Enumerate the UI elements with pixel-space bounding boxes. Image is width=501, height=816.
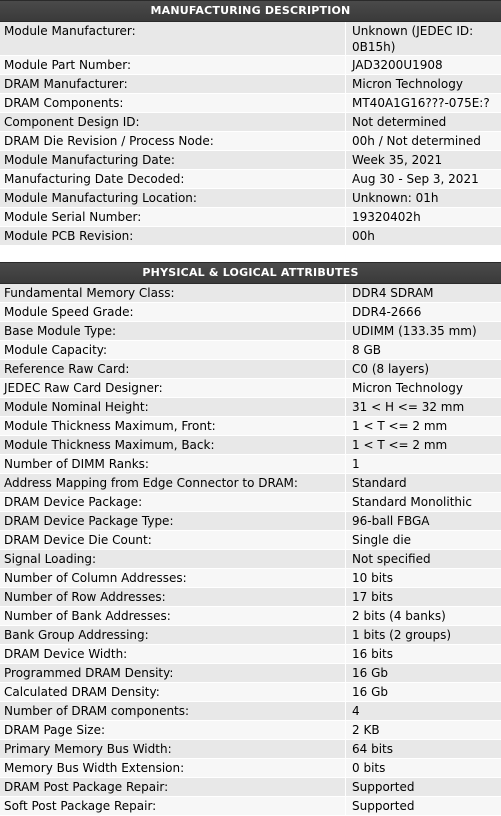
table-row bbox=[0, 474, 501, 493]
table-row bbox=[0, 303, 501, 322]
row-label: Module Nominal Height: bbox=[0, 398, 346, 417]
row-value: 4 bbox=[346, 702, 501, 721]
row-label: Module Capacity: bbox=[0, 341, 346, 360]
row-value: 00h / Not determined bbox=[346, 132, 501, 151]
row-value: Micron Technology bbox=[346, 75, 501, 94]
row-label: DRAM Post Package Repair: bbox=[0, 778, 346, 797]
table-row bbox=[0, 189, 501, 208]
row-label: Module Serial Number: bbox=[0, 208, 346, 227]
row-label: DRAM Page Size: bbox=[0, 721, 346, 740]
row-value: 1 < T <= 2 mm bbox=[346, 436, 501, 455]
row-value: 17 bits bbox=[346, 588, 501, 607]
row-label: Module Manufacturing Date: bbox=[0, 151, 346, 170]
row-value: 0 bits bbox=[346, 759, 501, 778]
row-value: 16 bits bbox=[346, 645, 501, 664]
table-row bbox=[0, 341, 501, 360]
row-label: Number of Bank Addresses: bbox=[0, 607, 346, 626]
row-label: DRAM Components: bbox=[0, 94, 346, 113]
table-row bbox=[0, 436, 501, 455]
row-value: 31 < H <= 32 mm bbox=[346, 398, 501, 417]
row-value: 2 KB bbox=[346, 721, 501, 740]
table-row bbox=[0, 493, 501, 512]
manufacturing-section-header: MANUFACTURING DESCRIPTION bbox=[0, 0, 501, 22]
row-value: 1 bits (2 groups) bbox=[346, 626, 501, 645]
row-value: 19320402h bbox=[346, 208, 501, 227]
row-value: 64 bits bbox=[346, 740, 501, 759]
row-label: Number of Row Addresses: bbox=[0, 588, 346, 607]
row-value: Standard Monolithic bbox=[346, 493, 501, 512]
row-label: Number of DRAM components: bbox=[0, 702, 346, 721]
row-value: MT40A1G16???-075E:? bbox=[346, 94, 501, 113]
physical-table bbox=[0, 284, 501, 816]
row-value: 96-ball FBGA bbox=[346, 512, 501, 531]
row-label: Module Thickness Maximum, Back: bbox=[0, 436, 346, 455]
section-gap bbox=[0, 246, 501, 262]
row-value: 8 GB bbox=[346, 341, 501, 360]
row-label: Manufacturing Date Decoded: bbox=[0, 170, 346, 189]
row-value: 1 < T <= 2 mm bbox=[346, 417, 501, 436]
physical-table-body bbox=[0, 284, 501, 816]
table-row bbox=[0, 379, 501, 398]
row-value: 00h bbox=[346, 227, 501, 246]
row-value: DDR4 SDRAM bbox=[346, 284, 501, 303]
manufacturing-table-body bbox=[0, 22, 501, 246]
table-row bbox=[0, 360, 501, 379]
table-row bbox=[0, 702, 501, 721]
row-label: Number of DIMM Ranks: bbox=[0, 455, 346, 474]
row-label: Memory Bus Width Extension: bbox=[0, 759, 346, 778]
table-row bbox=[0, 417, 501, 436]
table-row bbox=[0, 94, 501, 113]
table-row bbox=[0, 56, 501, 75]
row-label: JEDEC Raw Card Designer: bbox=[0, 379, 346, 398]
table-row bbox=[0, 151, 501, 170]
row-label: Module Speed Grade: bbox=[0, 303, 346, 322]
row-value: Not specified bbox=[346, 550, 501, 569]
row-value: Single die bbox=[346, 531, 501, 550]
row-label: Component Design ID: bbox=[0, 113, 346, 132]
row-label: DRAM Die Revision / Process Node: bbox=[0, 132, 346, 151]
row-value: 1 bbox=[346, 455, 501, 474]
table-row bbox=[0, 455, 501, 474]
table-row bbox=[0, 132, 501, 151]
row-label: Module Manufacturing Location: bbox=[0, 189, 346, 208]
row-label: Base Module Type: bbox=[0, 322, 346, 341]
row-value: 10 bits bbox=[346, 569, 501, 588]
table-row bbox=[0, 645, 501, 664]
table-row bbox=[0, 588, 501, 607]
row-label: DRAM Device Width: bbox=[0, 645, 346, 664]
table-row bbox=[0, 797, 501, 816]
row-label: DRAM Device Package Type: bbox=[0, 512, 346, 531]
row-value: Standard bbox=[346, 474, 501, 493]
row-label: DRAM Device Die Count: bbox=[0, 531, 346, 550]
table-row bbox=[0, 664, 501, 683]
row-value: 16 Gb bbox=[346, 664, 501, 683]
table-row bbox=[0, 284, 501, 303]
row-label: Primary Memory Bus Width: bbox=[0, 740, 346, 759]
row-value: JAD3200U1908 bbox=[346, 56, 501, 75]
row-label: DRAM Manufacturer: bbox=[0, 75, 346, 94]
row-label: Module Part Number: bbox=[0, 56, 346, 75]
row-value: UDIMM (133.35 mm) bbox=[346, 322, 501, 341]
row-value: DDR4-2666 bbox=[346, 303, 501, 322]
row-value: Supported bbox=[346, 797, 501, 816]
row-label: Programmed DRAM Density: bbox=[0, 664, 346, 683]
table-row bbox=[0, 721, 501, 740]
row-label: Module PCB Revision: bbox=[0, 227, 346, 246]
row-label: Bank Group Addressing: bbox=[0, 626, 346, 645]
table-row bbox=[0, 113, 501, 132]
row-value: Micron Technology bbox=[346, 379, 501, 398]
row-label: Fundamental Memory Class: bbox=[0, 284, 346, 303]
table-row bbox=[0, 607, 501, 626]
row-label: Number of Column Addresses: bbox=[0, 569, 346, 588]
table-row bbox=[0, 227, 501, 246]
row-label: Calculated DRAM Density: bbox=[0, 683, 346, 702]
row-value: Not determined bbox=[346, 113, 501, 132]
table-row bbox=[0, 759, 501, 778]
row-label: Module Manufacturer: bbox=[0, 22, 346, 56]
row-value: C0 (8 layers) bbox=[346, 360, 501, 379]
physical-section-header: PHYSICAL & LOGICAL ATTRIBUTES bbox=[0, 262, 501, 284]
row-label: Soft Post Package Repair: bbox=[0, 797, 346, 816]
row-label: Reference Raw Card: bbox=[0, 360, 346, 379]
table-row bbox=[0, 398, 501, 417]
table-row bbox=[0, 531, 501, 550]
table-row bbox=[0, 322, 501, 341]
row-value: Aug 30 - Sep 3, 2021 bbox=[346, 170, 501, 189]
table-row bbox=[0, 778, 501, 797]
table-row bbox=[0, 512, 501, 531]
row-label: DRAM Device Package: bbox=[0, 493, 346, 512]
row-value: 2 bits (4 banks) bbox=[346, 607, 501, 626]
table-row bbox=[0, 550, 501, 569]
row-label: Address Mapping from Edge Connector to DRAM: bbox=[0, 474, 346, 493]
row-value: Unknown: 01h bbox=[346, 189, 501, 208]
row-label: Signal Loading: bbox=[0, 550, 346, 569]
table-row bbox=[0, 569, 501, 588]
row-value: Week 35, 2021 bbox=[346, 151, 501, 170]
row-label: Module Thickness Maximum, Front: bbox=[0, 417, 346, 436]
table-row bbox=[0, 683, 501, 702]
table-row bbox=[0, 75, 501, 94]
table-row bbox=[0, 626, 501, 645]
table-row bbox=[0, 22, 501, 56]
row-value: 16 Gb bbox=[346, 683, 501, 702]
table-row bbox=[0, 208, 501, 227]
manufacturing-table bbox=[0, 22, 501, 246]
row-value: Supported bbox=[346, 778, 501, 797]
table-row bbox=[0, 740, 501, 759]
row-value: Unknown (JEDEC ID: 0B15h) bbox=[346, 22, 501, 56]
table-row bbox=[0, 170, 501, 189]
